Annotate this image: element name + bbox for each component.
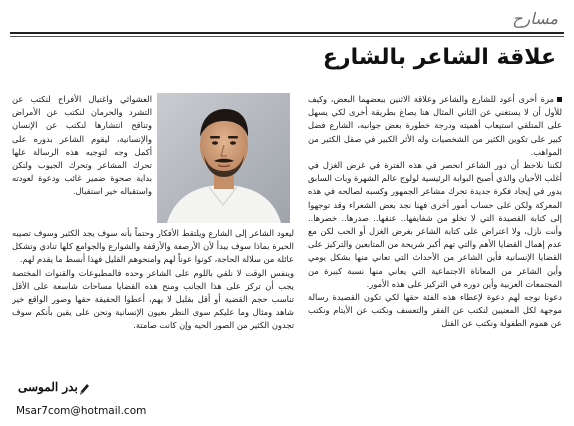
article-headline: علاقة الشاعر بالشارع [322,45,556,70]
article-paragraph: وينفس الوقت لا نلقي باللوم على الشاعر وحده فالمطبوعات والقنوات المختصة يجب أن تركز على هذا الجانب ومنح هذه القضايا مساحات شاسعة على الأقل تناسب حجم القضية أو أقل بقليل لا يهم، أعطوا الحقيقة حقها وصور الواقع خير شاهد ومثال وما عليكم سوى النظر بعيون الإنسانية ونحن على يقين بأنكم سوف تجدون الكثير من الصور الحيه وإن كانت صامتة. [12,267,294,331]
article-paragraph: لكننا نلاحظ أن دور الشاعر انحصر في هذه الفترة في غرض الغزل في أغلب الأحيان والذي أصبح البوابة الرئيسية لولوج عالم الشهرة وبات السابق يدور في إيجاد فكرة جديدة تحرك مشاعر الجمهور وكسبه لصالحه في هذه المعركة ولكن على حساب أمور أخرى فهنا نجد بعض الشعراء وقد توجهوا إلى كتابة القصيدة التي لا تخلو من شفايفها.. عنقها.. صدرها.. خصرها.. وأنت نازل، ولا اعتراض على كتابة الشاعر بغرض الغزل أو الحب لكن مع عدم إهمال القضايا الأهم والتي تهم أكبر شريحة من المتابعين والتركيز على القضايا الإنسانية فأين الشاعر من الأحداث التي تعاني منها بشكل يومي وأين الشاعر من المعاناة الاجتماعية التي يعاني منها نسبة كبيرة من المجتمعات العربية وأين دوره في التركيز على هذه الأمور. [308,160,562,289]
article-paragraph: ليعود الشاعر إلى الشارع ويلتقط الأفكار وحتماً بأنه سوف يجد الكثير وسوف تصيبه الحيرة بماذا سوف يبدأ لأن الأرصفة والأرقفة والشوارع والجوامع كلها تنادي وتشكل عائلة من سلالة الحاجة، كونوا عوناً لهم وامنحوهم القليل فهذا أبسط ما يقدم لهم. [12,228,294,265]
header-rule-thin [10,36,564,37]
article-column-left-bottom [12,227,294,377]
paragraph-marker-icon [557,97,562,102]
header-rule-thick [10,32,564,34]
paragraph-text: مرة أخرى أعود للشارع والشاعر وعلاقة الاثنين ببعضهما البعض، وكيف للأول أن لا يستغني عن الثاني المثال هنا يصاغ بطريقة أخرى لكي يسهل على المتلقي استيعاب أهميته ودرجة خطورة بعض جوانبه، الشارع فضل كبير على تكوين الكثير من الشخصيات وله الأثر الكبير في صقل الكثير من المواهب. [308,94,562,157]
article-paragraph: دعونا نوجه لهم دعوة لإعطاء هذه الفئة حقها لكي تكون القصيدة رسالة موجهة لكل المعنيين لنكتب عن الفقر والتعسف ونكتب عن الأيتام ونكتب عن هموم الطفولة ونكتب عن القتل [308,292,562,329]
portrait-photo [157,93,290,223]
section-header [0,0,574,40]
article-paragraph [308,93,562,159]
article-paragraph: العشوائي واغتيال الأفراح لنكتب عن التشرد والحرمان لنكتب عن الأمراض وتناقح انتشارها لنكتب عن الإنسان والإنسانية، ليقوم الشاعر بدوره على أكمل وجه لتوجيه هذه الرسالة علها تحرك المشاعر وتحرك الجيوب ولتكن بداية صحوة ضمير غائب ودعوة لعودته واستقباله خير استقبال. [12,94,152,197]
author-photo [157,93,290,223]
section-label: مسارح [512,9,558,28]
author-email-link[interactable]: Msar7com@hotmail.com [16,405,147,417]
article-column-left-top [12,93,152,223]
pen-icon [78,382,90,396]
author-name: بدر الموسى [18,380,78,394]
article-column-right [308,93,562,426]
